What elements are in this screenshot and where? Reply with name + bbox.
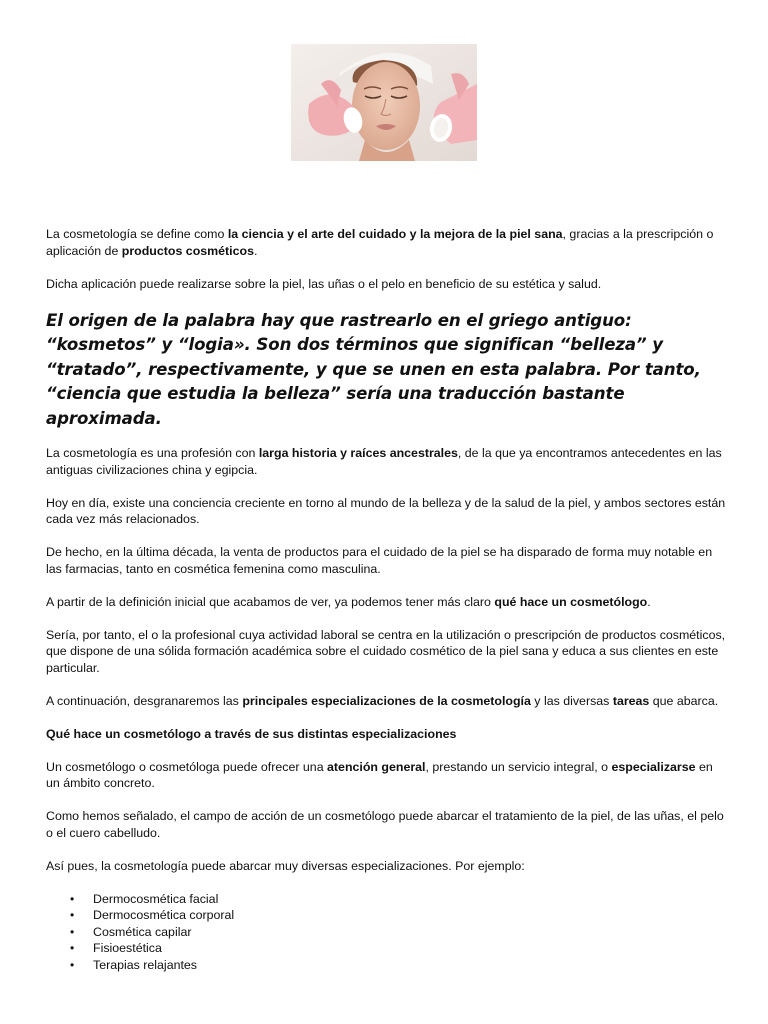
paragraph-application: Dicha aplicación puede realizarse sobre la piel, las uñas o el pelo en beneficio de su estética y salud.: [46, 276, 602, 291]
article-body: [46, 226, 726, 973]
paragraph-awareness: Hoy en día, existe una conciencia creciente en torno al mundo de la belleza y de la salud de la piel, y ambos sectores están cada vez más relacionados.: [46, 495, 726, 526]
paragraph-history: La cosmetología es una profesión con larga historia y raíces ancestrales, de la que ya encontramos antecedentes en las antiguas civilizaciones china y egipcia.: [46, 446, 722, 477]
paragraph-examples-intro: Así pues, la cosmetología puede abarcar muy diversas especializaciones. Por ejemplo:: [46, 858, 525, 873]
paragraph-professional: Sería, por tanto, el o la profesional cuya actividad laboral se centra en la utilización o prescripción de productos cosméticos, que dispone de una sólida formación académica sobre el cuidado cosmético de la piel sana y educa a sus clientes en este particular.: [46, 627, 726, 675]
paragraph-sales: De hecho, en la última década, la venta de productos para el cuidado de la piel se ha disparado de forma muy notable en las farmacias, tanto en cosmética femenina como masculina.: [46, 545, 713, 576]
paragraph-definition: La cosmetología se define como la ciencia y el arte del cuidado y la mejora de la piel sana, gracias a la prescripción o aplicación de productos cosméticos.: [46, 227, 714, 258]
list-item: • Cosmética capilar: [93, 924, 726, 941]
etymology-quote: El origen de la palabra hay que rastrearlo en el griego antiguo: “kosmetos” y “logia». Son dos términos que significan “belleza” y “tratado”, respectivamente, y que se unen en esta palabra. Por tanto, “ciencia que estudia la belleza” sería una traducción bastante aproximada.: [46, 310, 701, 428]
paragraph-general-attention: Un cosmetólogo o cosmetóloga puede ofrecer una atención general, prestando un servicio integral, o especializarse en un ámbito concreto.: [46, 759, 713, 790]
list-item: • Dermocosmética corporal: [93, 907, 726, 924]
facial-treatment-illustration: [291, 44, 477, 161]
paragraph-field-of-action: Como hemos señalado, el campo de acción de un cosmetólogo puede abarcar el tratamiento de la piel, de las uñas, el pelo o el cuero cabelludo.: [46, 809, 724, 840]
paragraph-what-does: A partir de la definición inicial que acabamos de ver, ya podemos tener más claro qué hace un cosmetólogo.: [46, 594, 651, 609]
paragraph-specializations-intro: A continuación, desgranaremos las principales especializaciones de la cosmetología y las diversas tareas que abarca.: [46, 693, 719, 708]
facial-treatment-photo: [291, 44, 477, 161]
list-item: • Dermocosmética facial: [93, 891, 726, 908]
specializations-list: [46, 891, 726, 974]
list-item: • Fisioestética: [93, 940, 726, 957]
list-item: • Terapias relajantes: [93, 957, 726, 974]
section-heading: Qué hace un cosmetólogo a través de sus distintas especializaciones: [46, 726, 457, 741]
